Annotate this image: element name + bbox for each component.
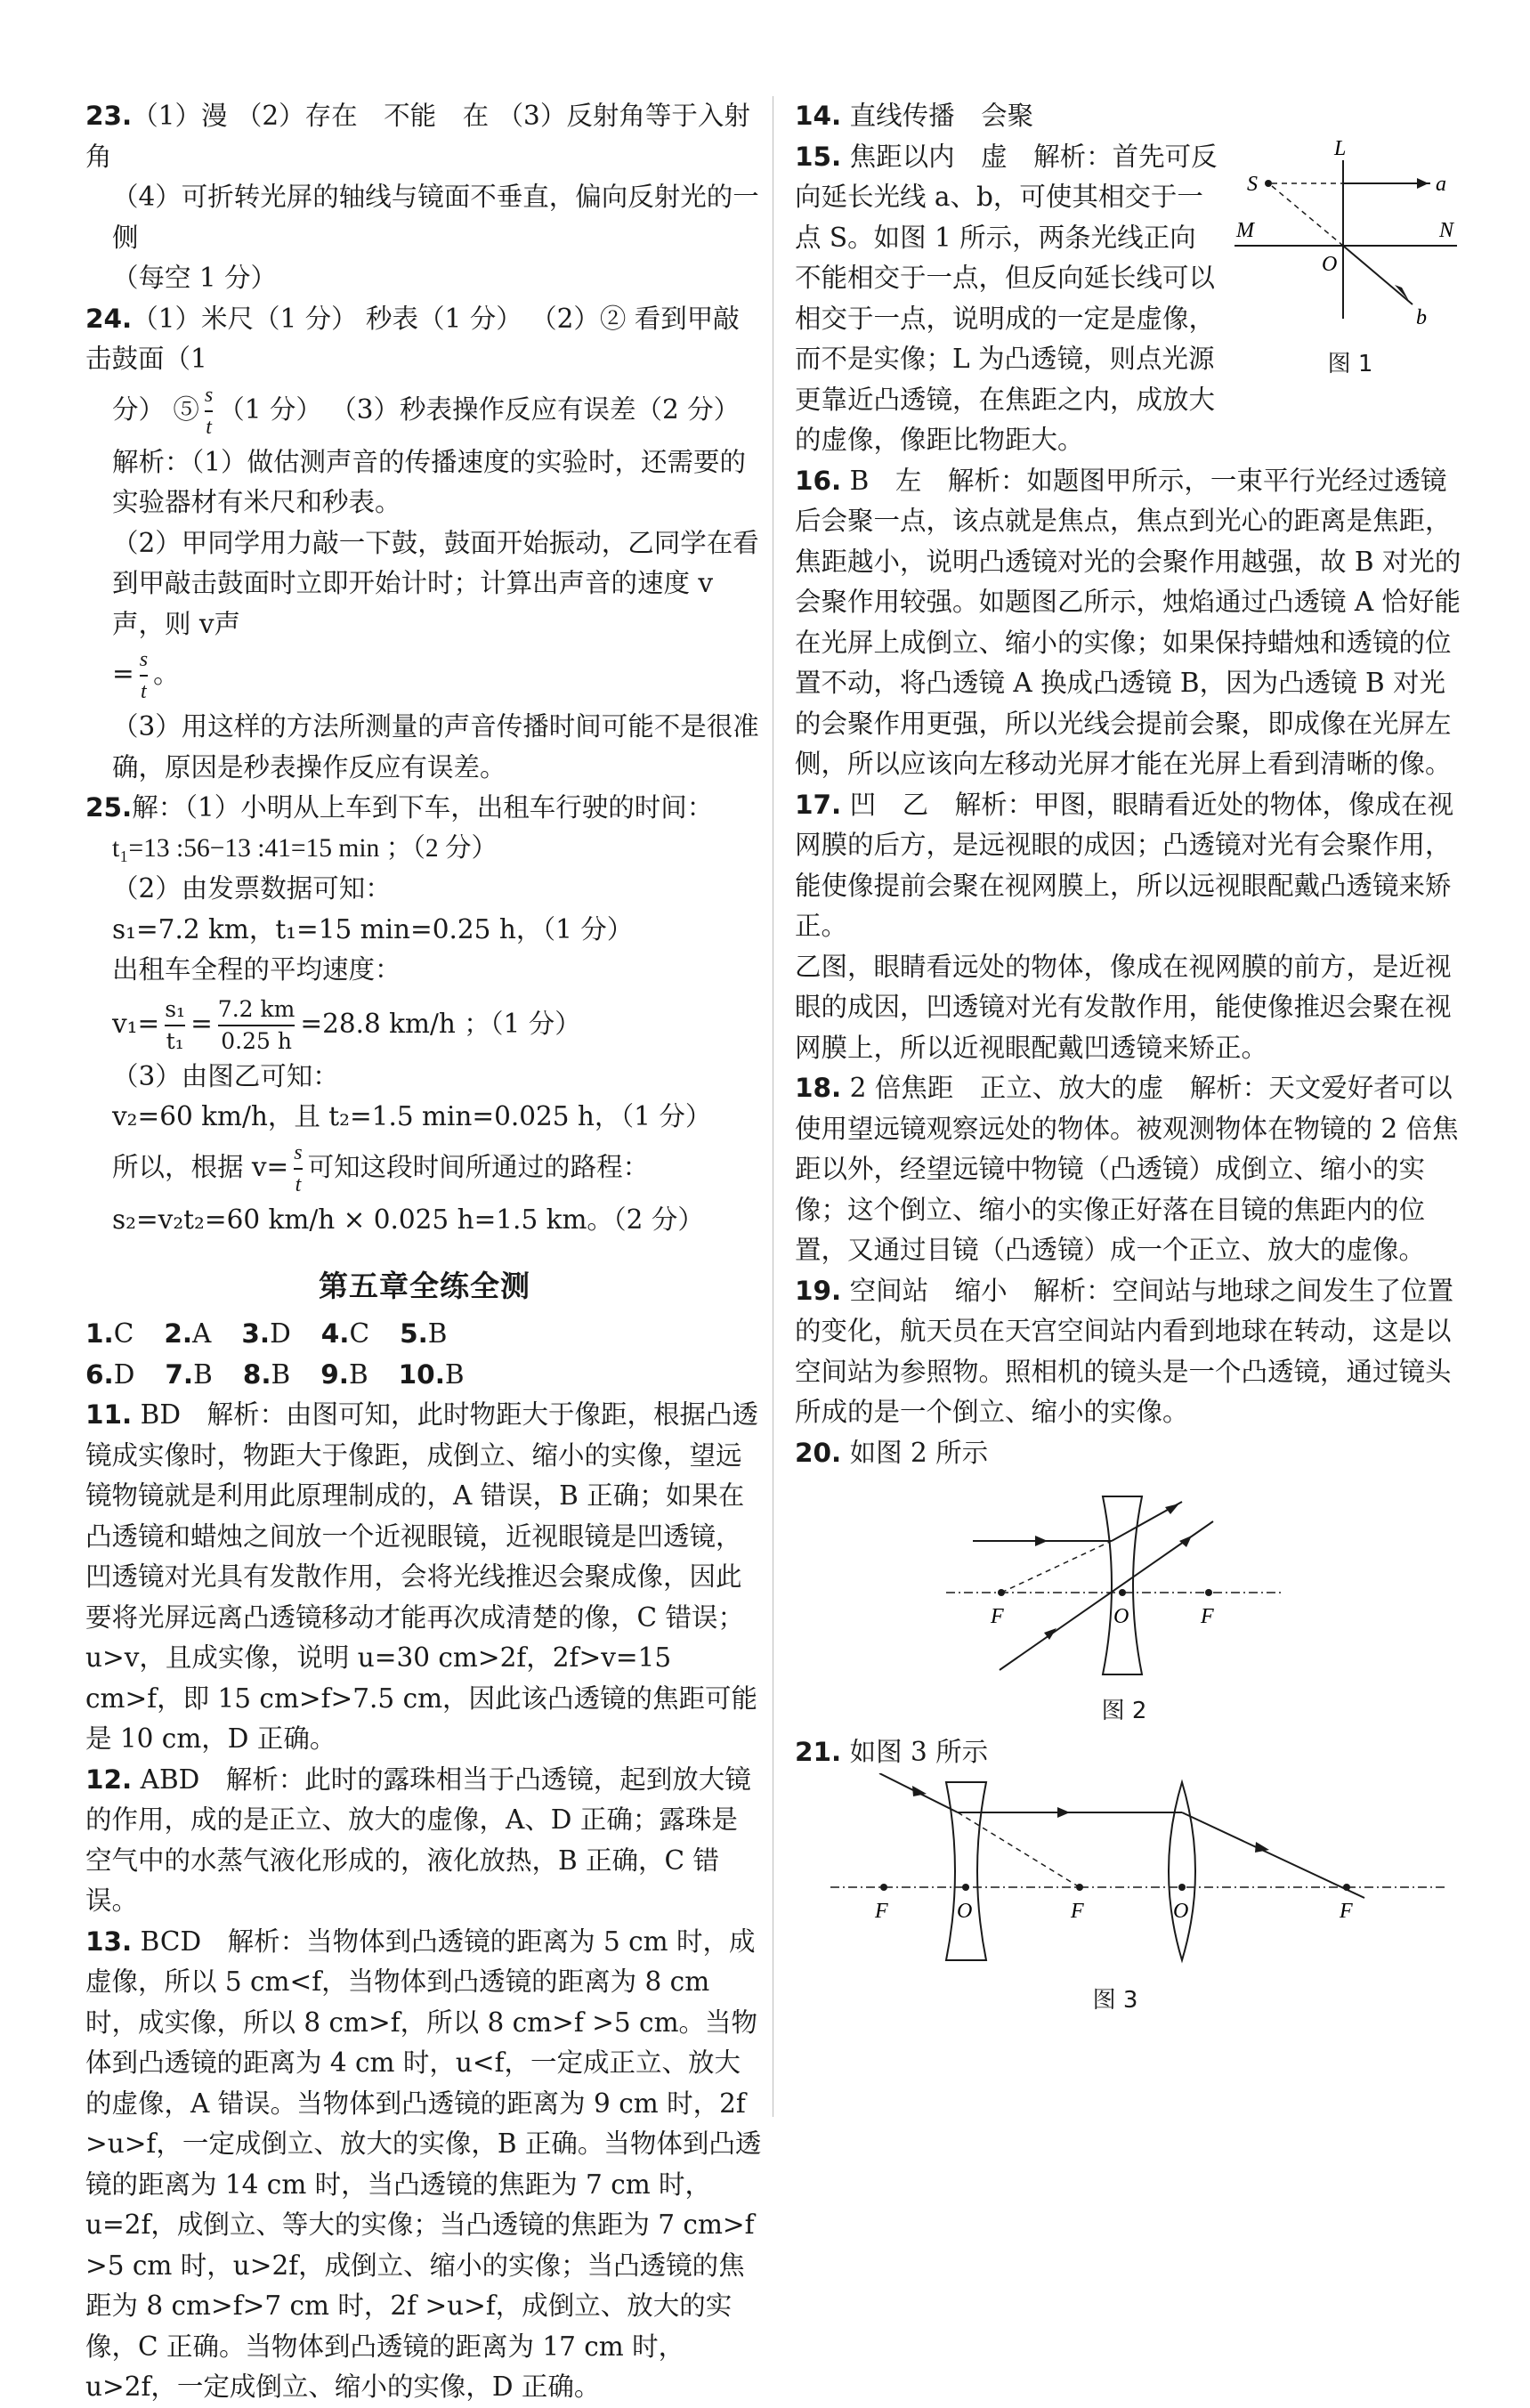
q25-line9: 所以，根据 v= $\frac{s}{t}$ 可知这段时间所通过的路程： — [85, 1138, 764, 1200]
q17: 17. 凹 乙 解析：甲图，眼睛看近处的物体，像成在视网膜的后方，是远视眼的成因；凸透镜对光有会聚作用，能使像提前会聚在视网膜上，所以远视眼配戴凸透镜来矫正。 — [795, 789, 1454, 941]
q24-exp2b: = $\frac{s}{t}$ 。 — [85, 645, 764, 707]
q18-number: 18. — [795, 1073, 842, 1103]
q20: 20. 如图 2 所示 — [795, 1437, 989, 1468]
answer-item — [321, 1318, 369, 1349]
left-column — [85, 96, 764, 2408]
right-column — [795, 96, 1466, 2018]
optical-center — [1119, 1589, 1126, 1596]
arrow-parallel — [1057, 1807, 1070, 1818]
answer-number: 5. — [400, 1318, 428, 1349]
arrow-center-2 — [1179, 1536, 1192, 1547]
q11 — [85, 1395, 764, 1760]
q15 — [795, 137, 1466, 461]
q25-number: 25. — [85, 792, 133, 823]
q25-line10: s₂=v₂t₂=60 km/h × 0.025 h=1.5 km。（2 分） — [112, 1204, 704, 1235]
label-O1: O — [957, 1899, 973, 1923]
q11-number: 11. — [85, 1399, 133, 1430]
q25-line6: v₁= $\frac{\text{s₁}}{\text{t₁}}$ = $\frac{7.2 km}{0.25 h}$ =28.8 km/h ；（1 分） — [85, 991, 764, 1057]
q21-number: 21. — [795, 1737, 842, 1767]
q14-number: 14. — [795, 101, 842, 131]
q24-speed-fraction: $\frac{s}{t}$ — [140, 645, 148, 707]
q13 — [85, 1922, 764, 2408]
q23-line2: （4）可折转光屏的轴线与镜面不垂直，偏向反射光的一侧 — [112, 182, 759, 253]
figure-1-caption: 图 1 — [1327, 350, 1373, 377]
label-O2: O — [1173, 1899, 1189, 1923]
arrow-refracted — [1255, 1842, 1269, 1853]
answer-value: D — [113, 1358, 135, 1390]
figure-2-caption: 图 2 — [1101, 1698, 1147, 1724]
figure-3-caption: 图 3 — [1092, 1986, 1138, 2014]
focus-1 — [880, 1884, 887, 1891]
answer-value: B — [271, 1358, 291, 1390]
answer-value: B — [444, 1358, 465, 1390]
answer-value: D — [270, 1318, 291, 1349]
q23-line3: （每空 1 分） — [112, 263, 278, 293]
answer-number: 2. — [164, 1318, 193, 1349]
answer-number: 1. — [85, 1318, 114, 1349]
label-L: L — [1334, 140, 1347, 160]
figure-1-diagram — [1235, 141, 1466, 345]
answer-value: B — [348, 1358, 368, 1390]
answer-number: 7. — [165, 1358, 194, 1390]
q25-line5: 出租车全程的平均速度： — [112, 954, 401, 985]
ray-through-center — [1000, 1521, 1213, 1670]
answer-item — [400, 1318, 447, 1349]
q24-exp2: （2）甲同学用力敲一下鼓，鼓面开始振动，乙同学在看到甲敲击鼓面时立即开始计时；计算出声音的速度 v声，则 v声 — [112, 527, 759, 639]
answers-row2 — [85, 1355, 764, 1396]
q25-line1: 25.解：（1）小明从上车到下车，出租车行驶的时间： — [85, 792, 714, 823]
answer-item — [399, 1359, 465, 1390]
arrow-a — [1417, 178, 1429, 189]
label-M: M — [1236, 218, 1254, 242]
q12-text: ABD 解析：此时的露珠相当于凸透镜，起到放大镜的作用，成的是正立、放大的虚像，A、D 正确；露珠是空气中的水蒸气液化形成的，液化放热，B 正确，C 错误。 — [85, 1763, 751, 1916]
q13-number: 13. — [85, 1926, 133, 1957]
arrow-incident-1 — [1035, 1536, 1048, 1546]
q25-line8: v₂=60 km/h，且 t₂=1.5 min=0.025 h，（1 分） — [112, 1101, 712, 1131]
label-F3: F — [1340, 1899, 1353, 1923]
q13-text: BCD 解析：当物体到凸透镜的距离为 5 cm 时，成虚像，所以 5 cm<f，当物体到凸透镜的距离为 8 cm 时，成实像，所以 8 cm>f，所以 8 cm>f >5 cm。当物体到凸透镜的距离为 4 cm 时，u<f，一定成正立、放大的虚像，A 错误。当物体到凸透镜的距离为 9 cm 时，2f >u>f，一定成倒立、放大的实像，B 正确。当物体到凸透镜的距离为 14 cm 时，当凸透镜的焦距为 7 cm 时，u=2f，成倒立、等大的实像；当凸透镜的焦距为 7 cm>f >5 cm 时，u>2f，成倒立、缩小的实像；当凸透镜的焦距为 8 cm>f>7 cm 时，2f >u>f，成倒立、放大的实像，C 正确。当物体到凸透镜的距离为 17 cm 时，u>2f，一定成倒立、缩小的实像，D 正确。 — [85, 1926, 762, 2402]
answer-item — [85, 1318, 134, 1349]
dashed-back-extension — [1001, 1541, 1112, 1593]
answer-item — [241, 1318, 290, 1349]
answer-item — [243, 1359, 290, 1390]
q18: 18. 2 倍焦距 正立、放大的虚 解析：天文爱好者可以使用望远镜观察远处的物体。被观测物体在物镜的 2 倍焦距以外，经望远镜中物镜（凸透镜）成倒立、缩小的实像；这个倒立、缩小的实像正好落在目镜的焦距内的位置，又通过目镜（凸透镜）成一个正立、放大的虚像。 — [795, 1073, 1459, 1265]
q19: 19. 空间站 缩小 解析：空间站与地球之间发生了位置的变化，航天员在天宫空间站内看到地球在转动，这是以空间站为参照物。照相机的镜头是一个凸透镜，通过镜头所成的是一个倒立、缩小的实像。 — [795, 1275, 1454, 1427]
dashed-extension-b — [1272, 186, 1343, 246]
q17-part2: 乙图，眼睛看远处的物体，像成在视网膜的前方，是近视眼的成因，凹透镜对光有发散作用，能使像推迟会聚在视网膜上，所以近视眼配戴凹透镜来矫正。 — [795, 951, 1452, 1063]
q25-frac3: $\frac{s}{t}$ — [294, 1138, 302, 1200]
q12 — [85, 1760, 764, 1922]
answer-number: 8. — [242, 1358, 271, 1390]
answer-value: C — [349, 1318, 370, 1349]
answer-number: 10. — [398, 1358, 445, 1390]
arrow-refracted-1 — [1165, 1504, 1179, 1514]
label-F-right: F — [1201, 1605, 1214, 1628]
q24-fraction: $\frac{s}{t}$ — [205, 380, 213, 442]
answer-number: 4. — [320, 1318, 350, 1349]
answer-number: 9. — [320, 1358, 349, 1390]
answer-item — [165, 1359, 212, 1390]
label-b: b — [1416, 305, 1427, 329]
answer-value: A — [192, 1318, 212, 1349]
label-F2: F — [1071, 1899, 1084, 1923]
label-F-left: F — [991, 1605, 1004, 1628]
q20-number: 20. — [795, 1437, 842, 1468]
label-N: N — [1439, 218, 1454, 242]
answer-value: C — [113, 1318, 134, 1349]
label-a: a — [1436, 172, 1446, 196]
figure-1 — [1235, 141, 1466, 378]
q25-line7: （3）由图乙可知： — [112, 1060, 339, 1091]
q16-number: 16. — [795, 465, 842, 496]
answer-value: B — [193, 1358, 213, 1390]
center-2 — [1178, 1884, 1186, 1891]
figure-2-diagram — [946, 1479, 1302, 1692]
q17-number: 17. — [795, 789, 842, 820]
q25-line3: （2）由发票数据可知： — [112, 873, 392, 904]
focus-right — [1205, 1589, 1212, 1596]
answer-number: 3. — [241, 1318, 271, 1349]
convex-lens — [1169, 1782, 1195, 1960]
q23-number: 23. — [85, 101, 133, 131]
center-1 — [962, 1884, 969, 1891]
label-O: O — [1322, 252, 1338, 276]
figure-2 — [795, 1479, 1466, 1725]
answer-value: B — [427, 1318, 448, 1349]
q19-number: 19. — [795, 1275, 842, 1306]
q24-line2: 分） ⑤ $\frac{s}{t}$ （1 分） （3）秒表操作反应有误差（2 分） — [85, 380, 764, 442]
q25-line2: t₁=13 :56−13 :41=15 min ；（2 分） — [112, 833, 498, 863]
answer-number: 6. — [85, 1358, 114, 1390]
label-O: O — [1113, 1605, 1129, 1628]
q24-exp1: 解析：（1）做估测声音的传播速度的实验时，还需要的实验器材有米尺和秒表。 — [112, 446, 747, 517]
label-F1: F — [875, 1899, 888, 1923]
refracted-ray — [1182, 1812, 1364, 1898]
dashed-extension — [958, 1812, 1080, 1887]
figure-3 — [795, 1773, 1466, 2015]
q15-number: 15. — [795, 141, 842, 172]
q21: 21. 如图 3 所示 — [795, 1737, 989, 1767]
q12-number: 12. — [85, 1763, 133, 1795]
q24-number: 24. — [85, 303, 133, 334]
q25-frac1: $\frac{\text{s₁}}{\text{t₁}}$ — [165, 994, 185, 1057]
chapter-title: 第五章全练全测 — [319, 1269, 530, 1303]
q25-frac2: $\frac{7.2 km}{0.25 h}$ — [218, 994, 295, 1057]
q15-text-block: 15. 焦距以内 虚 解析：首先可反向延长光线 a、b，可使其相交于一点 S。如图 1 所示，两条光线正向不能相交于一点，但反向延长线可以相交于一点，说明成的一定是虚像，而不是实像；L 为凸透镜，则点光源更靠近凸透镜，在焦距之内，成放大的虚像，像距比物距大。 — [795, 141, 1218, 455]
ray-b — [1343, 246, 1413, 304]
q14: 14. 直线传播 会聚 — [795, 101, 1034, 131]
point-S — [1265, 180, 1272, 187]
q23-line1: 23.（1）漫 （2）存在 不能 在 （3）反射角等于入射角 — [85, 101, 750, 172]
q24-line1: 24.（1）米尺（1 分） 秒表（1 分） （2）② 看到甲敲击鼓面（1 — [85, 303, 740, 374]
q24-exp3: （3）用这样的方法所测量的声音传播时间可能不是很准确，原因是秒表操作反应有误差。 — [112, 711, 759, 782]
answer-item — [164, 1318, 211, 1349]
figure-3-diagram — [830, 1773, 1453, 1978]
answers-row1 — [85, 1314, 764, 1355]
answer-item — [320, 1359, 368, 1390]
q11-text: BD 解析：由图可知，此时物距大于像距，根据凸透镜成实像时，物距大于像距，成倒立、缩小的实像，望远镜物镜就是利用此原理制成的，A 错误，B 正确；如果在凸透镜和蜡烛之间放一个近视眼镜，近视眼镜是凹透镜，凹透镜对光具有发散作用，会将光线推迟会聚成像，因此要将光屏远离凸透镜移动才能再次成清楚的像，C 错误；u>v，且成实像，说明 u=30 cm>2f，2f>v=15 cm>f，即 15 cm>f>7.5 cm，因此该凸透镜的焦距可能是 10 cm，D 正确。 — [85, 1399, 758, 1754]
q25-line4: s₁=7.2 km，t₁=15 min=0.25 h，（1 分） — [112, 913, 634, 945]
label-S: S — [1247, 172, 1258, 196]
answer-item — [85, 1359, 134, 1390]
q16: 16. B 左 解析：如题图甲所示，一束平行光经过透镜后会聚一点，该点就是焦点，焦点到光心的距离是焦距，焦距越小，说明凸透镜对光的会聚作用越强，故 B 对光的会聚作用较强。如题图乙所示，烛焰通过凸透镜 A 恰好能在光屏上成倒立、缩小的实像；如果保持蜡烛和透镜的位置不动，将凸透镜 A 换成凸透镜 B，因为凸透镜 B 对光的会聚作用更强，所以光线会提前会聚，即成像在光屏左侧，所以应该向左移动光屏才能在光屏上看到清晰的像。 — [795, 465, 1461, 779]
